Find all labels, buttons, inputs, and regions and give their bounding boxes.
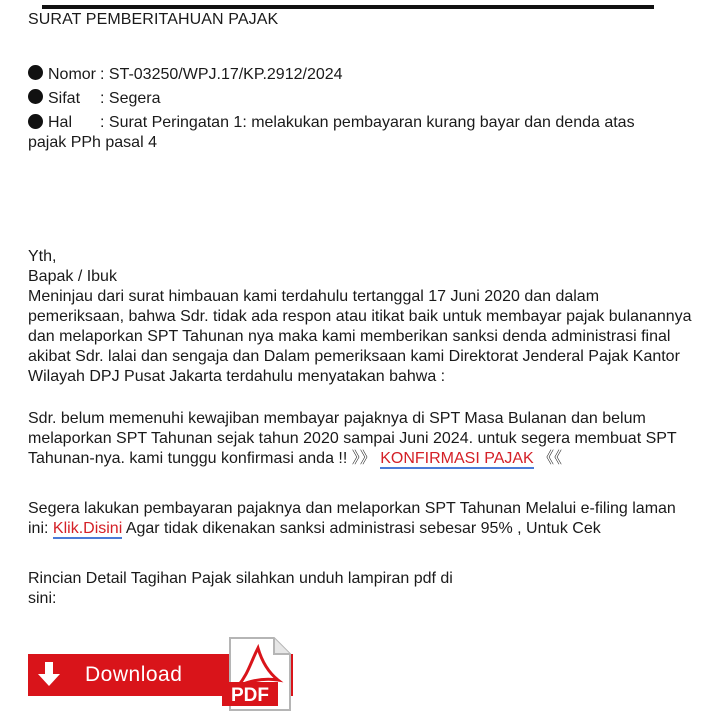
klik-disini-link[interactable]: Klik.Disini	[52, 520, 123, 537]
paragraph-2-text: Sdr. belum memenuhi kewajiban membayar pajaknya di SPT Masa Bulanan dan belum melaporkan SPT Tahunan sejak tahun 2020 sampai Juni 2024. untuk segera membuat SPT Tahunan-nya. kami tunggu konfirmasi anda !! 》》	[28, 410, 677, 467]
paragraph-3-suffix: Agar tidak dikenakan sanksi administrasi sebesar 95% , Untuk Cek	[125, 520, 601, 537]
konfirmasi-pajak-link[interactable]: KONFIRMASI PAJAK	[380, 450, 534, 467]
meta-value: : ST-03250/WPJ.17/KP.2912/2024	[100, 66, 343, 83]
download-banner[interactable]	[28, 636, 298, 712]
bullet-icon	[28, 114, 43, 129]
download-arrow-icon	[28, 662, 70, 688]
bullet-icon	[28, 65, 43, 80]
download-label: Download	[85, 663, 183, 686]
paragraph-4: Rincian Detail Tagihan Pajak silahkan unduh lampiran pdf di sini:	[28, 570, 453, 607]
paragraph-2-suffix: 《《	[538, 450, 563, 467]
pdf-file-icon	[212, 636, 300, 712]
meta-sifat	[28, 89, 698, 109]
letter-body	[28, 10, 698, 609]
meta-hal	[28, 113, 698, 153]
top-divider	[42, 5, 654, 9]
meta-value: : Segera	[100, 90, 161, 107]
paragraph-3-prefix: Segera lakukan pembayaran pajaknya dan melaporkan SPT Tahunan Melalui e-filing laman ini:	[28, 500, 676, 537]
paragraph-3	[28, 499, 698, 539]
letter-meta	[28, 65, 698, 153]
pdf-label: PDF	[231, 685, 269, 706]
meta-value: : Surat Peringatan 1: melakukan pembayaran kurang bayar dan denda atas	[100, 114, 635, 131]
meta-label: Hal	[48, 114, 73, 131]
paragraph-1: Meninjau dari surat himbauan kami terdahulu tertanggal 17 Juni 2020 dan dalam pemeriksaan, bahwa Sdr. tidak ada respon atau itikat baik untuk membayar pajak bulanannya dan melaporkan SPT Tahunan nya maka kami memberikan sanksi denda administrasi final akibat Sdr. lalai dan sengaja dan Dalam pemeriksaan kami Direktorat Jenderal Pajak Kantor Wilayah DPJ Pusat Jakarta terdahulu menyatakan bahwa :	[28, 288, 692, 385]
meta-nomor	[28, 65, 698, 85]
recipient: Bapak / Ibuk	[28, 268, 117, 285]
meta-label: Sifat	[48, 90, 81, 107]
greeting: Yth,	[28, 248, 57, 265]
greeting-block	[28, 247, 698, 387]
meta-hal-continuation: pajak PPh pasal 4	[28, 134, 157, 151]
letter-title: SURAT PEMBERITAHUAN PAJAK	[28, 11, 279, 28]
bullet-icon	[28, 89, 43, 104]
paragraph-2	[28, 409, 698, 469]
meta-label: Nomor	[48, 66, 97, 83]
